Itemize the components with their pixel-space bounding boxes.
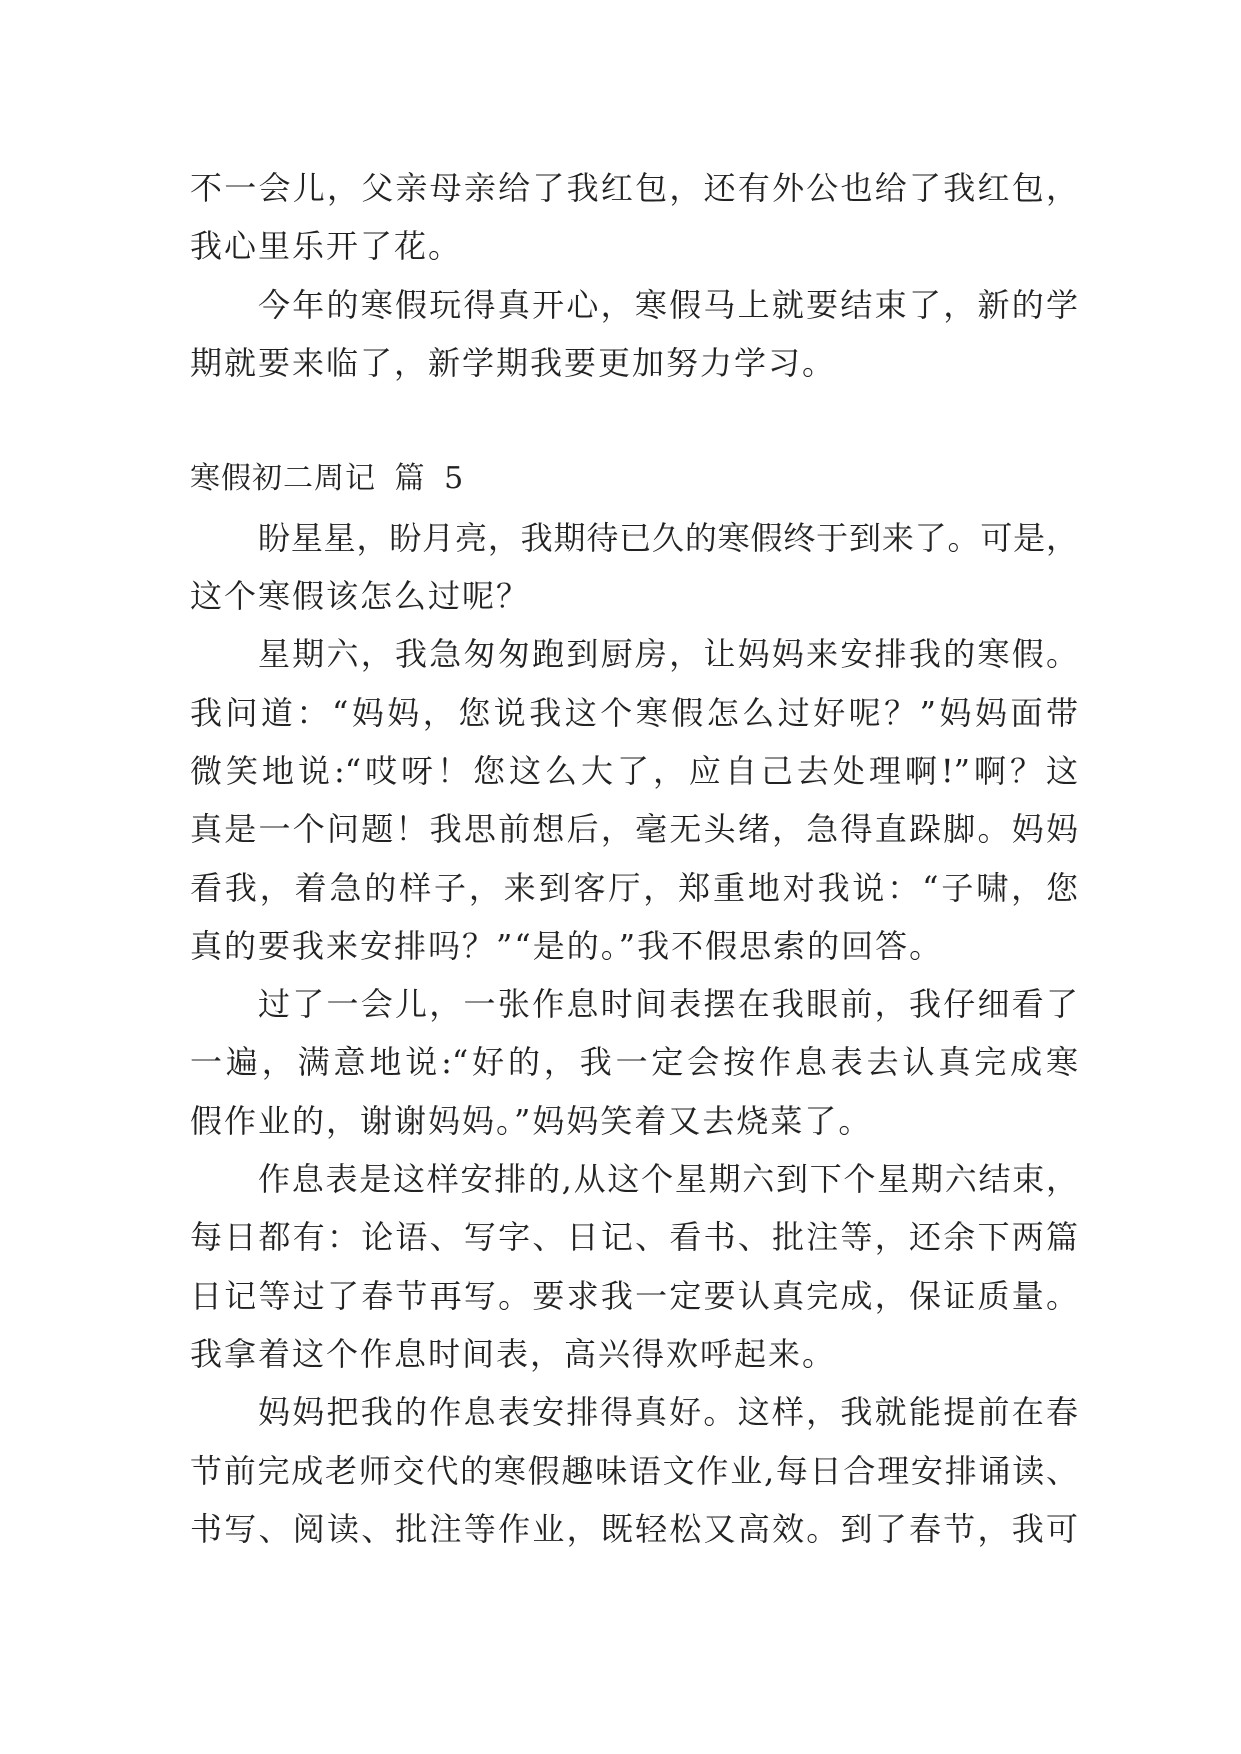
text-line: 盼星星，盼月亮，我期待已久的寒假终于到来了。可是， <box>258 518 1078 557</box>
text-line: 我拿着这个作息时间表，高兴得欢呼起来。 <box>190 1334 837 1373</box>
text-line: 一遍，满意地说:“好的，我一定会按作息表去认真完成寒 <box>190 1043 1078 1082</box>
text-line: 今年的寒假玩得真开心，寒假马上就要结束了，新的学 <box>258 285 1078 324</box>
paragraph <box>190 509 1078 626</box>
text-line: 假作业的，谢谢妈妈。”妈妈笑着又去烧菜了。 <box>190 1101 873 1140</box>
text-line: 日记等过了春节再写。要求我一定要认真完成，保证质量。 <box>190 1276 1078 1315</box>
text-line: 作息表是这样安排的,从这个星期六到下个星期六结束， <box>258 1160 1078 1199</box>
paragraph <box>190 276 1078 393</box>
text-line: 看我，着急的样子，来到客厅，郑重地对我说：“子啸，您 <box>190 868 1078 907</box>
document-body <box>190 159 1078 1558</box>
text-line: 真是一个问题！我思前想后，毫无头绪，急得直跺脚。妈妈 <box>190 810 1078 849</box>
paragraph <box>190 1150 1078 1383</box>
blank-line <box>190 392 1078 450</box>
paragraph <box>190 625 1078 975</box>
text-line: 过了一会儿，一张作息时间表摆在我眼前，我仔细看了 <box>258 985 1078 1024</box>
section-heading: 寒假初二周记 篇 5 <box>190 461 465 497</box>
paragraph <box>190 159 1078 276</box>
text-line: 我问道：“妈妈，您说我这个寒假怎么过好呢？”妈妈面带 <box>190 693 1078 732</box>
text-line: 妈妈把我的作息表安排得真好。这样，我就能提前在春 <box>258 1393 1078 1432</box>
text-line: 不一会儿，父亲母亲给了我红包，还有外公也给了我红包， <box>190 169 1078 207</box>
text-line: 期就要来临了，新学期我要更加努力学习。 <box>190 343 837 382</box>
paragraph <box>190 1383 1078 1558</box>
text-line: 这个寒假该怎么过呢？ <box>190 577 531 616</box>
paragraph <box>190 975 1078 1150</box>
text-line: 节前完成老师交代的寒假趣味语文作业,每日合理安排诵读、 <box>190 1451 1078 1490</box>
text-line: 书写、阅读、批注等作业，既轻松又高效。到了春节，我可 <box>190 1509 1078 1548</box>
text-line: 每日都有：论语、写字、日记、看书、批注等，还余下两篇 <box>190 1218 1078 1257</box>
text-line: 我心里乐开了花。 <box>190 227 463 266</box>
text-line: 真的要我来安排吗？”“是的。”我不假思索的回答。 <box>190 926 944 965</box>
text-line: 星期六，我急匆匆跑到厨房，让妈妈来安排我的寒假。 <box>258 635 1078 674</box>
text-line: 微笑地说:“哎呀！您这么大了，应自己去处理啊!”啊？这 <box>190 751 1078 790</box>
